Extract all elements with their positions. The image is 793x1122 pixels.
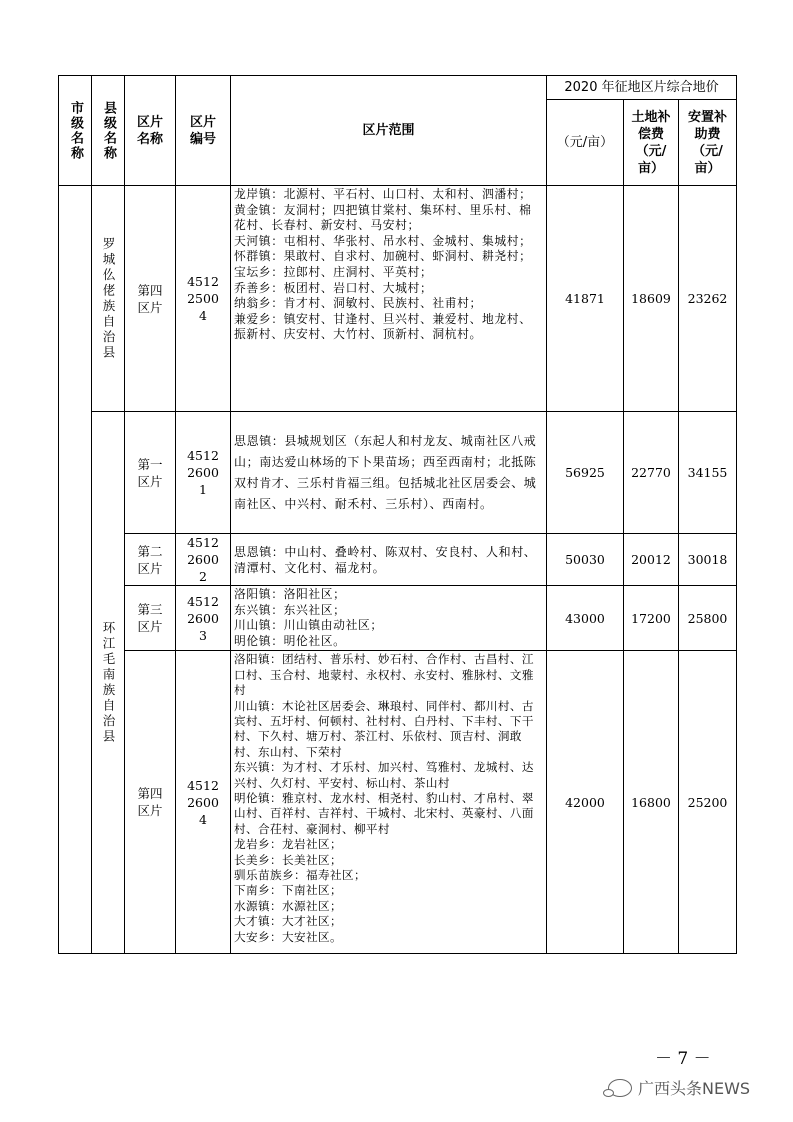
resettle-comp-value: 30018 [679,534,737,586]
resettle-comp-value: 25200 [679,651,737,954]
land-price-table [58,75,737,954]
zone-code: 451225004 [176,186,231,412]
header-resettle-comp: 安置补助费（元/亩） [679,100,737,186]
land-comp-value: 17200 [624,586,679,651]
price-value: 56925 [547,412,624,534]
zone-range: 龙岸镇：北源村、平石村、山口村、太和村、泗潘村； 黄金镇：友洞村；四把镇甘棠村、集环村、里乐村、棉花村、长春村、新安村、马安村； 天河镇：屯相村、华张村、吊水村、金城村、集城村； 怀群镇：果敢村、自求村、加碗村、虾洞村、耕尧村； 宝坛乡：拉郎村、庄洞村、平英村； 乔善乡：板团村、岩口村、大城村； 纳翁乡：肯才村、洞敏村、民族村、社甫村； 兼爱乡：镇安村、甘逢村、旦兴村、兼爱村、地龙村、振新村、庆安村、大竹村、顶新村、洞杭村。 [231,186,547,412]
resettle-comp-value: 25800 [679,586,737,651]
land-comp-value: 16800 [624,651,679,954]
price-value: 41871 [547,186,624,412]
land-comp-value: 18609 [624,186,679,412]
zone-range: 思恩镇：中山村、叠岭村、陈双村、安良村、人和村、清潭村、文化村、福龙村。 [231,534,547,586]
header-unit: （元/亩） [547,100,624,186]
header-county: 县级名称 [92,76,125,186]
header-zone-code: 区片编号 [176,76,231,186]
resettle-comp-value: 23262 [679,186,737,412]
zone-name: 第三区片 [125,586,176,651]
page-number: － 7 － [655,1049,711,1069]
zone-code: 451226002 [176,534,231,586]
watermark [608,1076,750,1099]
price-value: 50030 [547,534,624,586]
header-price-group: 2020 年征地区片综合地价 [547,76,737,100]
county-luocheng: 罗城仫佬族自治县 [92,186,125,412]
zone-name: 第四区片 [125,651,176,954]
zone-range: 思恩镇：县城规划区（东起人和村龙友、城南社区八戒山；南达爱山林场的下卜果苗场；西至西南村；北抵陈双村肯才、三乐村肯福三组。包括城北社区居委会、城南社区、中兴村、耐禾村、三乐村）、西南村。 [231,412,547,534]
zone-range: 洛阳镇：团结村、普乐村、妙石村、合作村、古昌村、江口村、玉合村、地蒙村、永权村、永安村、雅脉村、文雅村 川山镇：木论社区居委会、琳琅村、同伴村、都川村、古宾村、五圩村、何顿村、社村村、白丹村、下丰村、下干村、下久村、塘万村、茶江村、乐依村、顶吉村、洞敢村、东山村、下荣村 东兴镇：为才村、才乐村、加兴村、笃雅村、龙城村、达兴村、久灯村、平安村、标山村、茶山村 明伦镇：雅京村、龙水村、相尧村、豹山村、才帛村、翠山村、百祥村、吉祥村、干城村、北宋村、英豪村、八面村、合茌村、豪洞村、柳平村 龙岩乡：龙岩社区； 长美乡：长美社区； 驯乐苗族乡：福寿社区； 下南乡：下南社区； 水源镇：水源社区； 大才镇：大才社区； 大安乡：大安社区。 [231,651,547,954]
zone-name: 第一区片 [125,412,176,534]
zone-code: 451226003 [176,586,231,651]
zone-name: 第二区片 [125,534,176,586]
watermark-text: 广西头条NEWS [638,1079,751,1098]
resettle-comp-value: 34155 [679,412,737,534]
city-cell [59,186,92,954]
land-comp-value: 22770 [624,412,679,534]
zone-name: 第四区片 [125,186,176,412]
header-city: 市级名称 [59,76,92,186]
header-zone-name: 区片名称 [125,76,176,186]
price-value: 42000 [547,651,624,954]
zone-range: 洛阳镇：洛阳社区； 东兴镇：东兴社区； 川山镇：川山镇由动社区； 明伦镇：明伦社区。 [231,586,547,651]
land-comp-value: 20012 [624,534,679,586]
zone-code: 451226004 [176,651,231,954]
price-value: 43000 [547,586,624,651]
header-zone-range: 区片范围 [231,76,547,186]
county-huanjiang: 环江毛南族自治县 [92,412,125,954]
header-land-comp: 土地补偿费（元/亩） [624,100,679,186]
zone-code: 451226001 [176,412,231,534]
wechat-icon [608,1079,632,1097]
